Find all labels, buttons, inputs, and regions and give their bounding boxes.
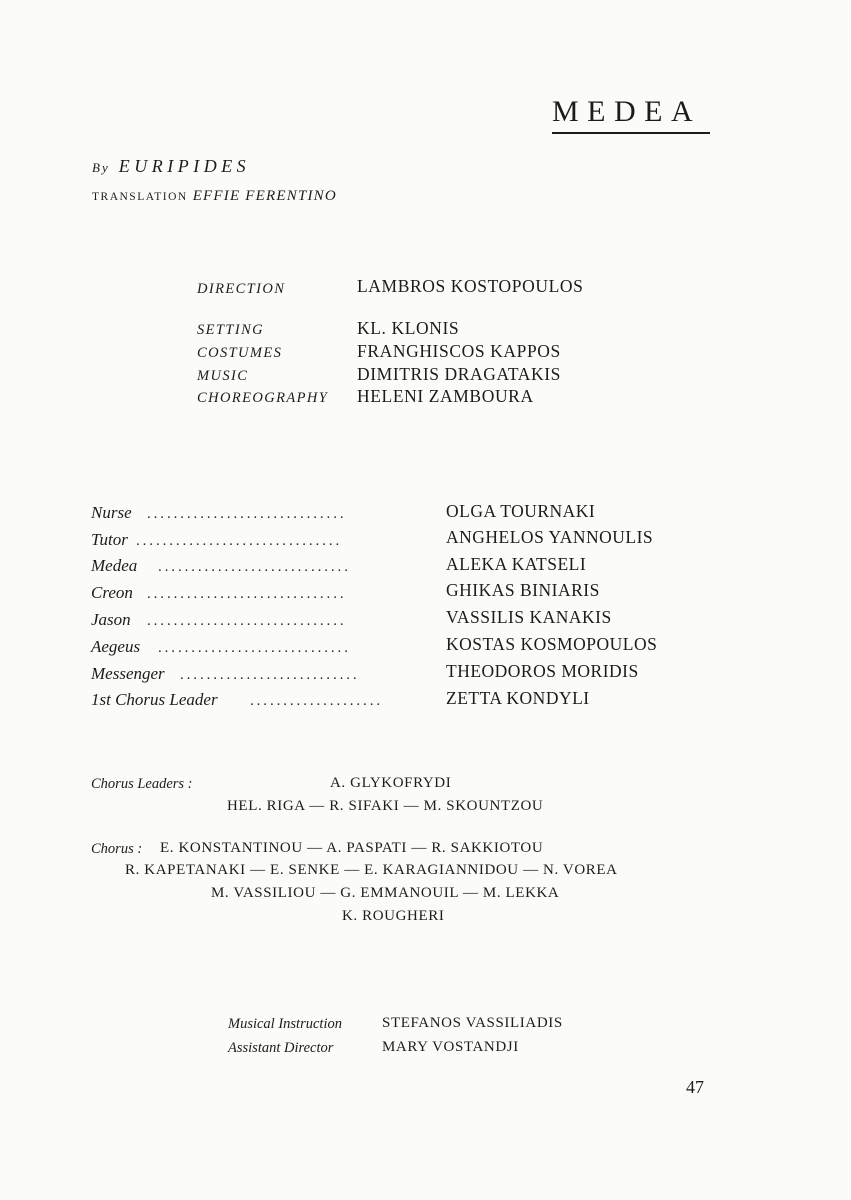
cast-actor: GHIKAS BINIARIS xyxy=(446,580,600,600)
chorus-line: K. ROUGHERI xyxy=(342,908,445,924)
leader-dots: ........................... xyxy=(180,667,360,683)
translation-label: TRANSLATION xyxy=(92,191,188,203)
cast-role: Medea xyxy=(91,556,138,575)
credit-value-setting: KL. KLONIS xyxy=(357,318,460,338)
chorus-label: Chorus : xyxy=(91,841,143,857)
cast-actor: ZETTA KONDYLI xyxy=(446,688,590,708)
author-name: EURIPIDES xyxy=(118,156,251,176)
cast-role: Jason xyxy=(91,610,131,629)
translator-name: EFFIE FERENTINO xyxy=(192,188,337,204)
cast-actor: ANGHELOS YANNOULIS xyxy=(446,527,654,547)
credit-value-direction: LAMBROS KOSTOPOULOS xyxy=(357,276,584,296)
cast-actor: ALEKA KATSELI xyxy=(446,554,587,574)
chorus-leaders-line: A. GLYKOFRYDI xyxy=(330,775,452,791)
leader-dots: ............................... xyxy=(136,533,343,549)
leader-dots: .............................. xyxy=(147,586,347,602)
chorus-leaders-label: Chorus Leaders : xyxy=(91,776,193,792)
credit-label-costumes: COSTUMES xyxy=(197,345,283,361)
chorus-line: R. KAPETANAKI — E. SENKE — E. KARAGIANNIDOU — N. VOREA xyxy=(125,862,618,878)
cast-role: Messenger xyxy=(91,664,165,683)
chorus-line: E. KONSTANTINOU — A. PASPATI — R. SAKKIOTOU xyxy=(160,840,544,856)
leader-dots: .............................. xyxy=(147,613,347,629)
cast-role: Creon xyxy=(91,583,133,602)
credit-label-choreography: CHOREOGRAPHY xyxy=(197,390,329,406)
leader-dots: ............................. xyxy=(158,640,351,656)
credit-label-setting: SETTING xyxy=(197,322,265,338)
author-line xyxy=(92,156,250,177)
leader-dots: .............................. xyxy=(147,506,347,522)
translation-line xyxy=(92,188,337,205)
cast-actor: VASSILIS KANAKIS xyxy=(446,607,612,627)
cast-role: Aegeus xyxy=(91,637,141,656)
cast-role: 1st Chorus Leader xyxy=(91,690,218,709)
page-title: MEDEA xyxy=(552,94,710,134)
by-prefix: By xyxy=(92,160,110,175)
cast-role: Tutor xyxy=(91,530,128,549)
staff-name-musical-instruction: STEFANOS VASSILIADIS xyxy=(382,1015,563,1031)
page-number: 47 xyxy=(686,1077,704,1097)
credit-value-choreography: HELENI ZAMBOURA xyxy=(357,386,534,406)
leader-dots: .................... xyxy=(250,693,383,709)
cast-actor: OLGA TOURNAKI xyxy=(446,501,596,521)
staff-label-musical-instruction: Musical Instruction xyxy=(228,1016,342,1032)
credit-value-costumes: FRANGHISCOS KAPPOS xyxy=(357,341,561,361)
staff-label-assistant-director: Assistant Director xyxy=(228,1040,334,1056)
credit-value-music: DIMITRIS DRAGATAKIS xyxy=(357,364,561,384)
cast-actor: KOSTAS KOSMOPOULOS xyxy=(446,634,658,654)
chorus-line: M. VASSILIOU — G. EMMANOUIL — M. LEKKA xyxy=(211,885,560,901)
cast-actor: THEODOROS MORIDIS xyxy=(446,661,639,681)
chorus-leaders-line: HEL. RIGA — R. SIFAKI — M. SKOUNTZOU xyxy=(227,798,544,814)
credit-label-direction: DIRECTION xyxy=(197,281,286,297)
cast-role: Nurse xyxy=(91,503,132,522)
leader-dots: ............................. xyxy=(158,559,351,575)
staff-name-assistant-director: MARY VOSTANDJI xyxy=(382,1039,519,1055)
credit-label-music: MUSIC xyxy=(197,368,249,384)
